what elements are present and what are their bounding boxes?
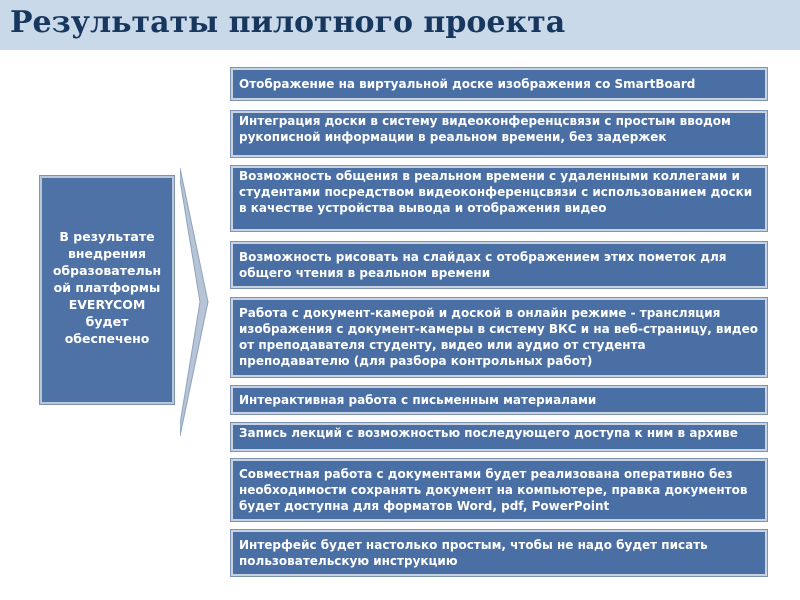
result-item-text: Совместная работа с документами будет реализована оперативно без необходимости сохранять документ на компьютере, правка документов будет доступна для форматов Word, pdf, PowerPoint — [239, 467, 748, 513]
result-item-text: Интеграция доски в систему видеоконференцсвязи с простым вводом рукописной информации в реальном времени, без задержек — [239, 114, 731, 144]
page-title: Результаты пилотного проекта — [10, 5, 566, 40]
result-item-text: Запись лекций с возможностью последующего доступа к ним в архиве — [239, 426, 738, 440]
result-item — [231, 242, 767, 288]
title-bar — [0, 0, 800, 50]
result-item — [231, 530, 767, 576]
result-item-text: Возможность рисовать на слайдах с отображением этих пометок для общего чтения в реальном времени — [239, 250, 727, 280]
result-item — [231, 423, 767, 451]
result-item-text: Интерфейс будет настолько простым, чтобы не надо будет писать пользовательскую инструкцию — [239, 538, 708, 568]
result-item-text: Отображение на виртуальной доске изображения со SmartBoard — [239, 77, 696, 91]
result-item — [231, 111, 767, 157]
chevron-arrow-icon — [180, 168, 210, 436]
result-item — [231, 298, 767, 377]
result-item — [231, 166, 767, 231]
summary-panel — [40, 176, 174, 404]
result-item — [231, 386, 767, 414]
result-item — [231, 68, 767, 100]
result-item — [231, 459, 767, 521]
result-item-text: Работа с документ-камерой и доской в онлайн режиме - трансляция изображения с документ-камеры в систему ВКС и на веб-страницу, видео от преподавателя студенту, видео или аудио от студента преподавателю (для разбора контрольных работ) — [239, 306, 759, 368]
result-item-text: Интерактивная работа с письменным материалами — [239, 393, 597, 407]
result-item-text: Возможность общения в реальном времени с удаленными коллегами и студентами посредством видеоконференцсвязи с использованием доски в качестве устройства вывода и отображения видео — [239, 169, 753, 215]
summary-text: В результате внедрения образовательн ой платформы EVERYCOM будет обеспечено — [52, 229, 162, 346]
